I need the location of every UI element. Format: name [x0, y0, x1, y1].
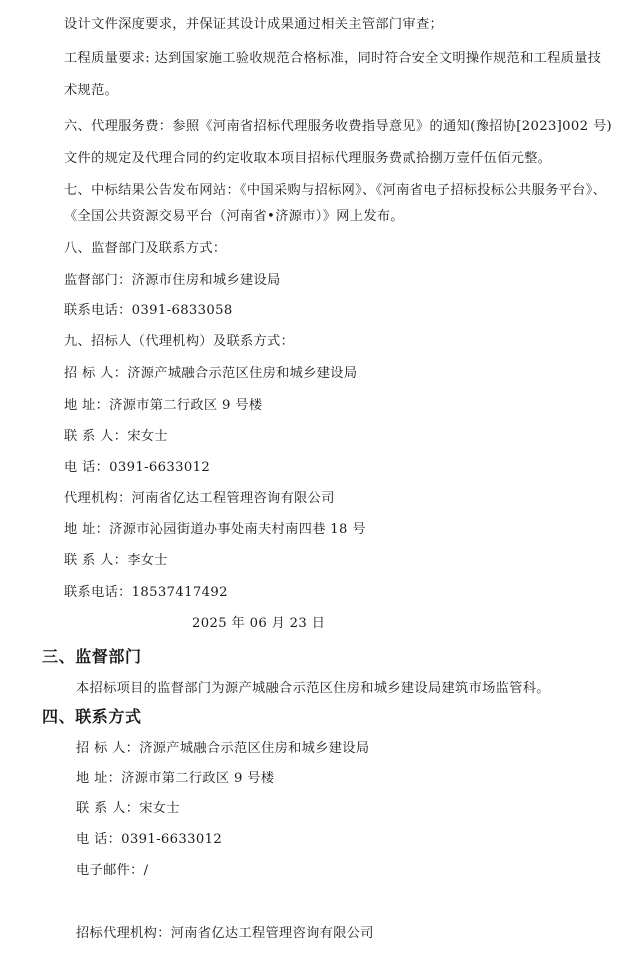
service-fee-line2: 文件的规定及代理合同的约定收取本项目招标代理服务费贰拾捌万壹仟伍佰元整。	[64, 151, 552, 166]
section3-title: 三、监督部门	[42, 647, 142, 666]
publish-site-line2: 《全国公共资源交易平台（河南省•济源市）》网上发布。	[64, 209, 404, 224]
agency-line: 代理机构：河南省亿达工程管理咨询有限公司	[64, 491, 335, 506]
supervise-dept: 监督部门：济源市住房和城乡建设局	[64, 273, 281, 288]
agency-address-line: 地 址：济源市沁园街道办事处南夫村南四巷 18 号	[64, 522, 366, 537]
date-line: 2025 年 06 月 23 日	[192, 616, 326, 631]
supervise-phone: 联系电话：0391-6833058	[64, 303, 233, 318]
agency-phone-line: 联系电话：18537417492	[64, 585, 228, 600]
section3-text: 本招标项目的监督部门为源产城融合示范区住房和城乡建设局建筑市场监管科。	[76, 681, 550, 696]
contact-person-line: 联 系 人：宋女士	[64, 429, 168, 444]
s4-address-line: 地 址：济源市第二行政区 9 号楼	[76, 771, 275, 786]
contact-heading: 九、招标人（代理机构）及联系方式：	[64, 334, 295, 349]
section4-title: 四、联系方式	[42, 707, 142, 726]
service-fee-line1: 六、代理服务费：参照《河南省招标代理服务收费指导意见》的通知(豫招协[2023]002 号)	[64, 119, 612, 134]
s4-phone-line: 电 话：0391-6633012	[76, 832, 223, 847]
phone-line: 电 话：0391-6633012	[64, 460, 211, 475]
s4-agency-line: 招标代理机构：河南省亿达工程管理咨询有限公司	[76, 926, 374, 941]
quality-text-line1: 工程质量要求: 达到国家施工验收规范合格标准，同时符合安全文明操作规范和工程质量技	[64, 51, 602, 66]
supervise-heading: 八、监督部门及联系方式：	[64, 241, 227, 256]
address-line: 地 址：济源市第二行政区 9 号楼	[64, 398, 263, 413]
s4-contact-line: 联 系 人：宋女士	[76, 801, 180, 816]
publish-site-line1: 七、中标结果公告发布网站：《中国采购与招标网》、《河南省电子招标投标公共服务平台》、	[64, 183, 607, 198]
tenderer-line: 招 标 人：济源产城融合示范区住房和城乡建设局	[64, 366, 358, 381]
s4-tenderer-line: 招 标 人：济源产城融合示范区住房和城乡建设局	[76, 741, 370, 756]
s4-email-line: 电子邮件：/	[76, 863, 149, 878]
quality-text-line2: 术规范。	[64, 83, 119, 98]
design-depth-text: 设计文件深度要求，并保证其设计成果通过相关主管部门审查；	[64, 17, 444, 32]
agency-contact-line: 联 系 人：李女士	[64, 553, 168, 568]
